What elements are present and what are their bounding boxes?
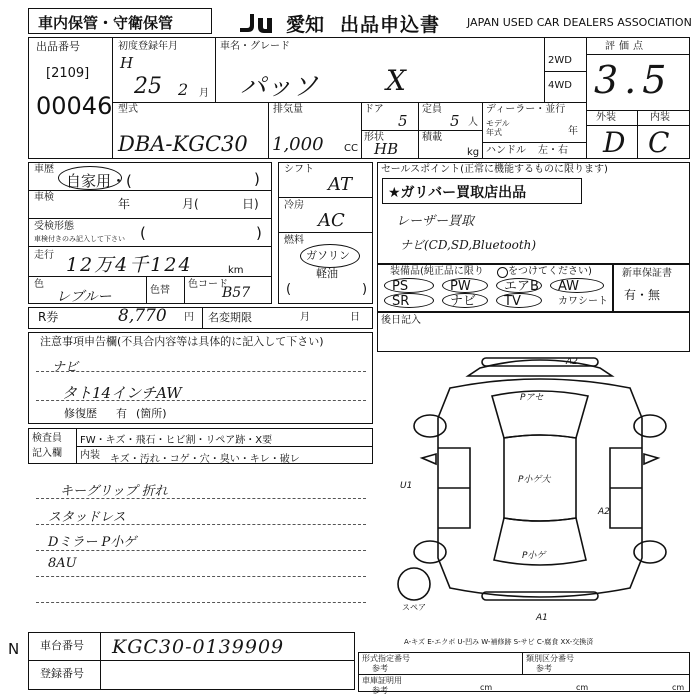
equipment-circle — [442, 293, 488, 308]
chassis-side-mark: N — [8, 640, 20, 658]
interior-grade: C — [648, 126, 670, 159]
damage-legend: A-キズ E-エクボ U-凹み W-補修跡 S-サビ C-腐食 XX-交換済 — [404, 638, 594, 646]
mileage-unit: km — [228, 265, 244, 276]
grid-divider — [544, 71, 586, 72]
load-unit: kg — [467, 147, 480, 158]
fuel-diesel: 軽油 — [316, 267, 338, 280]
doors-label: ドア — [364, 104, 384, 115]
association-name: JAPAN USED CAR DEALERS ASSOCIATION — [467, 16, 692, 29]
displacement-value: 1,000 — [272, 134, 324, 155]
lot-subnumber: [2109] — [46, 66, 90, 81]
handle-label: ハンドル — [486, 145, 526, 156]
acceptance-close: ) — [256, 224, 262, 242]
form-number-label: 形式指定番号 — [362, 654, 410, 663]
grid-divider — [586, 125, 690, 126]
wheel-front-right — [634, 415, 666, 437]
grid-divider — [586, 37, 587, 159]
wheel-rear-right — [634, 541, 666, 563]
sales-point-label: セールスポイント(正常に機能するものに限ります) — [381, 164, 608, 175]
later-entry-label: 後日記入 — [381, 315, 421, 326]
grid-divider — [28, 246, 272, 247]
damage-mark: A2 — [598, 507, 610, 517]
acceptance-open: ( — [140, 224, 146, 242]
mileage-value: 12万4千124 — [66, 254, 193, 276]
inspector-note-1: キーグリップ 折れ — [60, 484, 168, 499]
model-code-label: 型式 — [118, 104, 138, 115]
equipment-circle — [496, 278, 542, 293]
inspection-day: 日) — [242, 197, 259, 211]
exterior-label: 外装 — [596, 112, 616, 123]
ruled-line — [36, 550, 366, 551]
deadline-label: 名変期限 — [208, 311, 252, 324]
equipment-label: 装備品(純正品に限り — [390, 266, 484, 277]
equipment-circle — [384, 278, 434, 293]
equipment-item: TV — [504, 294, 521, 309]
ruled-line — [36, 602, 366, 603]
damage-mark: A1 — [536, 613, 548, 623]
grid-divider — [28, 218, 272, 219]
repair-location: (箇所) — [136, 407, 167, 420]
inspector-row-2-label: 内装 — [80, 450, 100, 461]
equipment-item: AW — [558, 279, 580, 294]
inspection-month: 月( — [182, 197, 199, 211]
inspector-label-2: 記入欄 — [32, 448, 62, 459]
equipment-item: PW — [450, 279, 471, 294]
equipment-item: カワシート — [558, 296, 608, 307]
sales-note-1: レーザー買取 — [396, 214, 475, 229]
model-code: DBA-KGC30 — [118, 132, 248, 156]
capacity-label: 定員 — [422, 104, 442, 115]
sales-banner: ★ガリバー買取店出品 — [388, 185, 527, 201]
inspector-note-2: スタッドレス — [48, 510, 126, 525]
doors-value: 5 — [398, 112, 408, 130]
fuel-gasoline: ガソリン — [306, 249, 350, 262]
registration-year: 25 — [134, 74, 162, 99]
interior-label: 内装 — [650, 112, 670, 123]
deadline-month: 月 — [300, 312, 310, 323]
grid-divider — [28, 190, 272, 191]
grid-divider — [100, 632, 101, 690]
grid-divider — [112, 102, 586, 103]
grid-divider — [28, 660, 355, 661]
recycle-value: 8,770 — [118, 306, 167, 326]
inspector-label-1: 検査員 — [32, 433, 62, 444]
color-code-label: 色コード — [188, 279, 228, 290]
damage-mark: P小ゲ大 — [518, 475, 551, 485]
dealer-label: ディーラー・並行 — [486, 104, 566, 115]
drive-2wd: 2WD — [548, 55, 572, 66]
equipment-item: SR — [392, 294, 410, 309]
registration-era: H — [120, 54, 134, 72]
equipment-item: ナビ — [450, 294, 477, 309]
class-number-ref: 参考 — [536, 664, 552, 673]
displacement-unit: CC — [344, 143, 358, 154]
inspector-note-4: 8AU — [48, 556, 77, 571]
damage-mark: Pアセ — [520, 393, 544, 403]
grid-divider — [482, 142, 586, 143]
warranty-options: 有・無 — [624, 288, 661, 302]
capacity-unit: 人 — [468, 117, 478, 128]
inspector-row-1: FW・キズ・飛石・ヒビ割・リペア跡・X要 — [80, 435, 273, 446]
remarks-line-2: タト14インチAW — [62, 384, 182, 402]
grid-divider — [215, 37, 216, 102]
spare-label: スペア — [402, 603, 426, 612]
acceptance-label: 受検形態 — [34, 221, 74, 232]
remarks-label: 注意事項申告欄(不具合内容等は具体的に記入して下さい) — [40, 335, 324, 348]
damage-mark: U1 — [400, 481, 413, 491]
damage-mark: P小ゲ — [522, 551, 546, 561]
ruled-line — [36, 576, 366, 577]
grid-divider — [76, 446, 373, 447]
grid-divider — [482, 102, 483, 159]
capacity-value: 5 — [450, 112, 460, 130]
grid-divider — [278, 232, 373, 233]
ju-logo — [238, 10, 284, 34]
shift-value: AT — [328, 174, 353, 195]
history-value: 自家用・( — [66, 172, 132, 190]
grid-divider — [522, 652, 523, 674]
equipment-circle — [550, 278, 604, 293]
color-value: レブルー — [56, 289, 112, 305]
displacement-label: 排気量 — [273, 104, 303, 115]
spare-tire — [398, 568, 430, 600]
color-label: 色 — [34, 279, 44, 290]
color-code: B57 — [222, 285, 251, 301]
rear-bumper — [482, 592, 598, 600]
grid-divider — [146, 276, 147, 304]
equipment-mark — [497, 267, 508, 278]
model-grade: X — [386, 64, 406, 97]
grid-divider — [586, 110, 690, 111]
grid-divider — [637, 110, 638, 159]
form-number-ref: 参考 — [372, 664, 388, 673]
equipment-circle — [496, 293, 542, 308]
cm-unit-3: cm — [672, 683, 685, 692]
chassis-number: KGC30-0139909 — [112, 636, 285, 658]
mileage-label: 走行 — [34, 250, 54, 261]
registration-month: 2 — [178, 80, 189, 99]
repair-label: 修復歴 — [64, 407, 97, 420]
fuel-close: ) — [362, 282, 368, 297]
model-name: パッソ — [240, 72, 319, 102]
grid-divider — [586, 54, 690, 55]
deadline-day: 日 — [350, 312, 360, 323]
score-value: 3.5 — [594, 58, 673, 102]
inspection-year: 年 — [118, 197, 131, 211]
shift-block — [278, 162, 373, 304]
class-number-label: 類別区分番号 — [526, 654, 574, 663]
warranty-label: 新車保証書 — [622, 268, 672, 279]
history-close: ) — [254, 170, 260, 188]
registration-label: 初度登録年月 — [118, 41, 178, 52]
mirror-right — [644, 454, 658, 464]
handle-options: 左・右 — [538, 145, 568, 156]
sales-note-2: ナビ(CD,SD,Bluetooth) — [400, 238, 537, 252]
recycle-block — [28, 307, 373, 329]
inspector-note-3: Dミラー P小ゲ — [48, 535, 137, 550]
remarks-line-1: ナビ — [52, 360, 79, 375]
shift-label: シフト — [284, 164, 314, 175]
mirror-left — [422, 454, 436, 464]
fuel-circle — [300, 244, 360, 268]
grid-divider — [202, 307, 203, 329]
load-label: 積載 — [422, 132, 442, 143]
damage-mark: A2 — [566, 357, 578, 367]
garage-cert-ref: 参考 — [372, 686, 388, 695]
storage-label: 車内保管・守衛保管 — [38, 14, 174, 32]
lot-label: 出品番号 — [36, 40, 80, 53]
score-label: 評価点 — [605, 41, 647, 52]
grid-divider — [278, 197, 373, 198]
garage-cert-label: 車庫証明用 — [362, 676, 402, 685]
equipment-item: PS — [392, 279, 409, 294]
car-roof-outline — [468, 360, 612, 376]
cm-unit-2: cm — [576, 683, 589, 692]
equipment-label-tail: をつけてください) — [508, 266, 592, 277]
shape-value: HB — [374, 140, 399, 158]
history-circle — [58, 166, 122, 190]
model-year-label: モデル年式 — [486, 119, 510, 137]
fuel-open: ( — [286, 282, 292, 297]
fuel-label: 燃料 — [284, 235, 304, 246]
exterior-grade: D — [603, 126, 626, 159]
grid-divider — [358, 674, 690, 675]
color-change-label: 色替 — [150, 285, 170, 296]
later-entry-block — [377, 312, 690, 352]
cm-unit-1: cm — [480, 683, 493, 692]
aircon-label: 冷房 — [284, 200, 304, 211]
model-name-label: 車名・グレード — [220, 41, 290, 52]
repair-has: 有 — [116, 407, 127, 420]
car-diagram — [390, 348, 690, 632]
equipment-grid — [382, 279, 610, 311]
recycle-unit: 円 — [184, 312, 194, 323]
equipment-circle — [442, 278, 488, 293]
grid-divider — [361, 130, 482, 131]
model-year-unit: 年 — [568, 126, 578, 137]
drive-4wd: 4WD — [548, 80, 572, 91]
chassis-label: 車台番号 — [40, 639, 84, 652]
equipment-circle — [384, 293, 434, 308]
lot-number: 00046 — [36, 92, 113, 120]
acceptance-note: 車検付きのみ記入して下さい — [34, 235, 125, 243]
shape-label: 形状 — [364, 132, 384, 143]
wheel-rear-left — [414, 541, 446, 563]
brand-name: 愛知 — [286, 14, 325, 36]
equipment-item: エアB — [504, 279, 539, 294]
inspection-label: 車検 — [34, 192, 54, 203]
plate-label: 登録番号 — [40, 667, 84, 680]
history-label: 車歴 — [34, 164, 54, 175]
recycle-label: R券 — [38, 310, 59, 324]
aircon-value: AC — [318, 210, 345, 231]
wheel-front-left — [414, 415, 446, 437]
ruled-line — [36, 371, 366, 372]
grid-divider — [544, 37, 545, 102]
grid-divider — [184, 276, 185, 304]
inspector-row-2: キズ・汚れ・コゲ・穴・臭い・キレ・破レ — [110, 454, 300, 465]
sheet-title: 出品申込書 — [340, 14, 441, 36]
grid-divider — [268, 102, 269, 159]
registration-month-unit: 月 — [199, 88, 209, 99]
